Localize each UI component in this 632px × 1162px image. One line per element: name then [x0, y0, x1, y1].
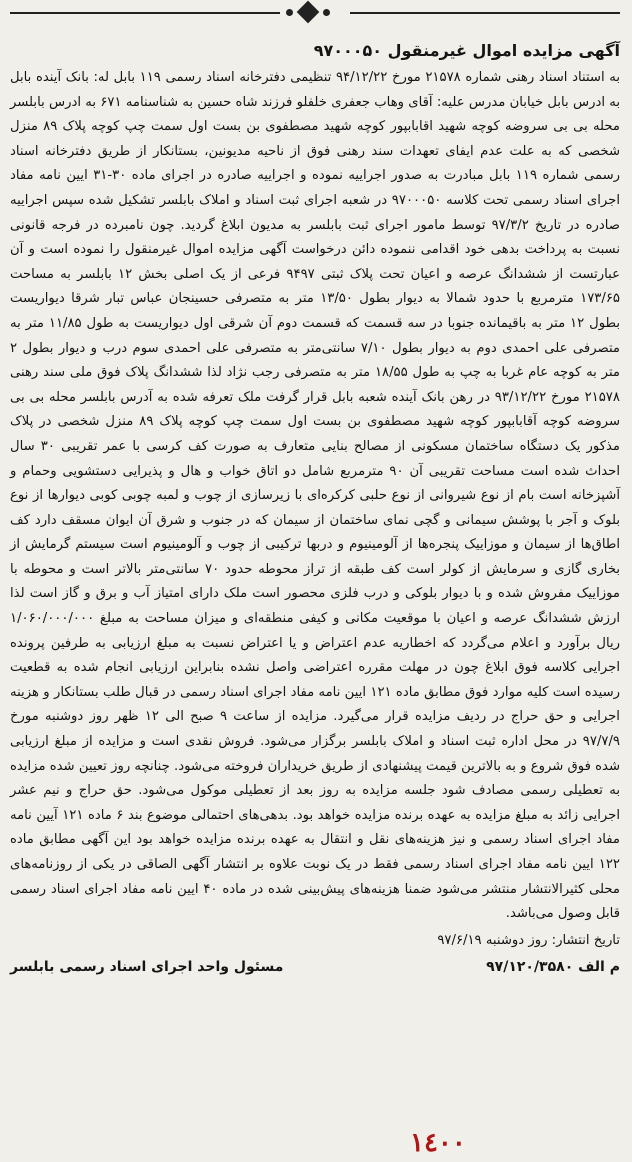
publication-date: تاریخ انتشار: روز دوشنبه ۹۷/۶/۱۹: [437, 932, 620, 948]
ornament-dot-left: [286, 9, 293, 16]
ornament-line-left: [10, 12, 280, 14]
ornament-diamond-icon: [297, 1, 320, 24]
ornament-dot-right: [323, 9, 330, 16]
reference-code: م الف ۹۷/۱۲۰/۳۵۸۰: [486, 958, 620, 975]
notice-title: آگهی مزایده اموال غیرمنقول ۹۷۰۰۰۵۰: [313, 41, 620, 60]
signatory: مسئول واحد اجرای اسناد رسمی بابلسر: [10, 958, 284, 975]
notice-footer: [10, 955, 620, 979]
ornament-line-right: [350, 12, 620, 14]
auction-notice: [10, 38, 620, 979]
handwritten-note: ۱٤٠٠: [410, 1128, 466, 1158]
top-ornament-rule: [0, 0, 632, 28]
notice-body: به استناد اسناد رهنی شماره ۲۱۵۷۸ مورخ ۹۴/۱۲/۲۲ تنظیمی دفترخانه اسناد رسمی ۱۱۹ بابل له: بانک آینده بابل به ادرس بابل خیابان مدرس علیه: آقای وهاب جعفری خلفلو فرزند شاه حسین به شناسنامه ۶۷۱ به ادرس بابلسر محله بی بی سروضه کوچه شهید اقابابپور کوچه شهید مصطفوی بن بست اول سمت چپ کوچه پلاک ۸۹ منزل شخصی که به علت عدم ایفای تعهدات سند رهنی فوق از ناحیه مدیونین، بستانکار از طریق دفترخانه اسناد رسمی شماره ۱۱۹ بابل مبادرت به صدور اجراییه نموده و اجراییه صادره در اجرای ماده ۳۰-۳۱ ایین نامه مفاد اجرای اسناد رسمی تحت کلاسه ۹۷۰۰۰۵۰ در شعبه اجرای ثبت اسناد و املاک بابلسر تشکیل شده سپس اجراییه صادره در تاریخ ۹۷/۳/۲ توسط مامور اجرای ثبت بابلسر به مدیون ابلاغ گردید. چون نامبرده در فرجه قانونی نسبت به پرداخت بدهی خود اقدامی ننموده دائن درخواست آگهی مزایده اموال غیرمنقول را نموده است و آن عبارتست از ششدانگ عرصه و اعیان تحت پلاک ثبتی ۹۴۹۷ فرعی از یک اصلی بخش ۱۲ بابلسر به مساحت ۱۷۳/۶۵ مترمربع با حدود شمالا به دیوار بطول ۱۳/۵۰ متر به متصرفی حسینجان عباس تبار شرقا دیواریست بطول ۱۲ متر به باقیمانده جنوبا در سه قسمت که قسمت دوم آن شرقی اول دیواریست به طول ۱۱/۸۵ متر به متصرفی علی احمدی دوم به دیوار بطول ۷/۱۰ سانتی‌متر به متصرفی علی احمدی سوم درب و دیوار بطول ۲ متر به کوچه عام غربا به چپ به طول ۱۸/۵۵ متر به متصرفی رجب نژاد لذا ششدانگ پلاک فوق ملی سند رهنی ۲۱۵۷۸ مورخ ۹۳/۱۲/۲۲ در رهن بانک آینده شعبه بابل قرار گرفت ملک تعرفه شده به آدرس بابلسر محله بی بی سروضه کوچه آقابابپور کوچه شهید مصطفوی بن بست اول سمت چپ کوچه پلاک ۸۹ منزل شخصی در پلاک مذکور یک دستگاه ساختمان مسکونی از مصالح بنایی متعارف به صورت کف کرسی با عمر تقریبی ۳۰ سال احداث شده است مساحت تقریبی آن ۹۰ مترمربع شامل دو اتاق خواب و هال و پذیرایی دستشویی وحمام و آشپزخانه است بام از نوع شیروانی از نوع حلبی کرکره‌ای با زیرسازی از چوب و لمبه چوبی کوبی دیوارها از نوع بلوک و آجر با پوشش سیمانی و گچی نمای ساختمان از سیمان که در جنوب و شرق آن ایوان مسقف دارد کف اطاق‌ها از سیمان و موزاییک پنجره‌ها از آلومینیوم و دربها ترکیبی از چوب و آلومینیوم است سیستم گرمایش از بخاری گازی و سرمایش از کولر است کف طبقه از تراز محوطه حدود ۷۰ سانتی‌متر بالاتر است و محوطه با موزاییک مفروش شده و با دیوار بلوکی و درب فلزی محصور است ملک دارای امتیاز آب و برق و گاز است لذا ارزش ششدانگ عرصه و اعیان با موقعیت مکانی و کیفی منطقه‌ای و میزان مساحت به مبلغ ۱/۰۶۰/۰۰۰/۰۰۰ ریال برآورد و اعلام می‌گردد که اخطاریه عدم اعتراض و یا اعتراض نسبت به مبلغ ارزیابی به طرفین پرونده اجرایی کلاسه فوق ابلاغ چون در مهلت مقرره اعتراضی واصل نشده بنابراین ارزیابی انجام شده به قطعیت رسیده است کلیه موارد فوق مطابق ماده ۱۲۱ ایین نامه مفاد اجرای اسناد رسمی در قبال طلب بستانکار و هزینه اجرایی و حق حراج در ردیف مزایده قرار می‌گیرد. مزایده از ساعت ۹ صبح الی ۱۲ ظهر روز دوشنبه مورخ ۹۷/۷/۹ در محل اداره ثبت اسناد و املاک بابلسر برگزار می‌شود. فروش نقدی است و مزایده از مبلغ ارزیابی شده فوق شروع و به بالاترین قیمت پیشنهادی از طریق خریداران فروخته می‌شود. چنانچه روز تعیین شده مزایده به تعطیلی رسمی مصادف شود جلسه مزایده به روز بعد از تعطیلی موکول می‌شود. حق حراج و نیم عشر اجرایی زائد به مبلغ مزایده به عهده برنده مزایده خواهد بود. بدهی‌های احتمالی موضوع بند ۶ ماده ۱۲۱ آیین نامه مفاد اجرای اسناد رسمی و نیز هزینه‌های نقل و انتقال به عهده برنده مزایده خواهد بود این آگهی مطابق ماده ۱۲۲ ایین نامه مفاد اجرای اسناد رسمی فقط در یک نوبت علاوه بر انتشار آگهی الصاقی در یکی از روزنامه‌های محلی کثیرالانتشار منتشر می‌شود ضمنا هزینه‌های پیش‌بینی شده در ماده ۴۰ ایین نامه مفاد اجرای اسناد رسمی قابل وصول می‌باشد.: [10, 70, 620, 922]
